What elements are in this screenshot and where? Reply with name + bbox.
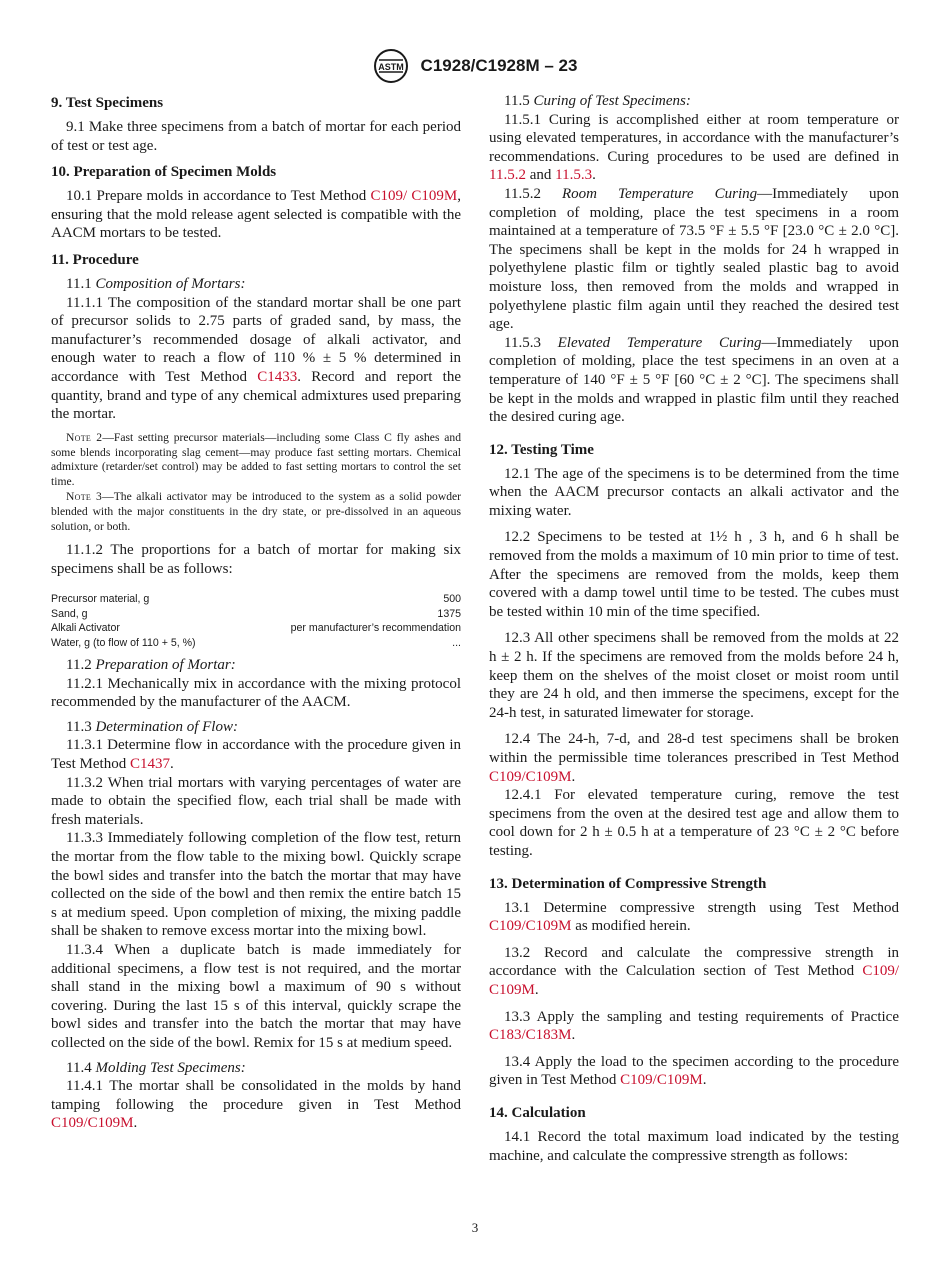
paragraph: 12.3 All other specimens shall be removed from the molds at 22 h ± 2 h. If the specimens are removed from the molds before 24 h, keep them on the shelves of the moist closet or moist room until they are 24 h old, and then immerse the specimens, except for the 24-h test, in saturated limewater for storage. (489, 630, 899, 721)
standard-link[interactable]: C109/C109M (620, 1072, 703, 1089)
section-link[interactable]: 11.5.3 (555, 167, 593, 184)
paragraph: 12.1 The age of the specimens is to be determined from the time when the AACM precursor contacts an alkali activator and the mixing water. (489, 465, 899, 519)
table-row: Alkali Activator per manufacturer’s recommendation (51, 622, 461, 635)
paragraph: 11.3.2 When trial mortars with varying percentages of water are made to obtain the specified flow, each trial shall be made with fresh materials. (51, 774, 461, 828)
paragraph: 11.1.1 The composition of the standard mortar shall be one part of precursor solids to 2.75 parts of graded sand, by mass, the manufacturer’s recommended dosage of alkali activator, and enough water to reach a flow of 110 % ± 5 % determined in accordance with Test Method C1433. Record and report the quantity, brand and type of any chemical admixtures used preparing the mortar. (51, 294, 461, 423)
note: Note 3—The alkali activator may be introduced to the system as a solid powder blended with the major constituents in the dry state, or pre-dissolved in an aqueous solution, or both. (51, 489, 461, 533)
paragraph: 13.4 Apply the load to the specimen according to the procedure given in Test Method C109/C109M. (489, 1053, 899, 1089)
mix-proportions-table (51, 592, 461, 650)
standard-link[interactable]: C183/C183M (489, 1027, 572, 1044)
standard-link[interactable]: C1437 (129, 756, 170, 773)
section-link[interactable]: 11.5.2 (489, 167, 526, 184)
document-id: C1928/C1928M – 23 (420, 56, 578, 75)
paragraph: 11.1.2 The proportions for a batch of mortar for making six specimens shall be as follows: (51, 542, 461, 577)
table-row: Sand, g 1375 (51, 607, 461, 620)
paragraph: 9.1 Make three specimens from a batch of mortar for each period of test or test age. (51, 119, 461, 154)
paragraph: 13.1 Determine compressive strength using Test Method C109/C109M as modified herein. (489, 899, 899, 935)
paragraph: 11.5 Curing of Test Specimens: (504, 93, 691, 109)
paragraph: 13.2 Record and calculate the compressive strength in accordance with the Calculation section of Test Method C109/ C109M. (489, 944, 899, 998)
section-heading: 13. Determination of Compressive Strength (489, 875, 767, 892)
table-row: Precursor material, g 500 (51, 593, 461, 606)
svg-text:ASTM: ASTM (377, 62, 404, 72)
section-heading: 14. Calculation (489, 1104, 586, 1121)
paragraph: 11.3.3 Immediately following completion of the flow test, return the mortar from the flow table to the mixing bowl. Quickly scrape the bowl sides and transfer into the batch the mortar that may have collected on the side of the bowl and then remix the entire batch 15 s at medium speed. Upon completion of mixing, the mixing paddle shall be shaken to remove excess mortar into the mixing bowl. (51, 830, 461, 940)
right-column (489, 92, 899, 1165)
paragraph: 11.2.1 Mechanically mix in accordance with the mixing protocol recommended by the manufacturer of the AACM. (51, 675, 461, 711)
paragraph: 11.3 Determination of Flow: (66, 718, 238, 735)
note: Note 2—Fast setting precursor materials—including some Class C fly ashes and some blends incorporating slag cement—may produce fast setting mortars. Chemical admixture (retarder/set control) may be added to fast setting mortars to control the set time. (51, 430, 461, 489)
paragraph: 11.4.1 The mortar shall be consolidated in the molds by hand tamping following the procedure given in Test Method C109/C109M. (51, 1078, 461, 1132)
standard-link[interactable]: C109/C109M (51, 1115, 134, 1132)
section-heading: 11. Procedure (51, 251, 139, 268)
paragraph: 11.3.4 When a duplicate batch is made immediately for additional specimens, a flow test is not required, and the mortar shall stand in the mixing bowl a maximum of 90 s without covering. During the last 15 s of this interval, quickly scrape the bowl sides and transfer into the batch the mortar that may have collected on the side of the bowl. Remix for 15 s at medium speed. (51, 942, 461, 1051)
section-heading: 9. Test Specimens (51, 95, 164, 111)
paragraph: 14.1 Record the total maximum load indicated by the testing machine, and calculate the compressive strength as follows: (489, 1128, 899, 1164)
standard-link[interactable]: C109/ C109M (370, 188, 458, 205)
table-row: Water, g (to flow of 110 + 5, %) ... (51, 636, 461, 649)
paragraph: 11.5.3 Elevated Temperature Curing—Immediately upon completion of molding, place the test specimens in an oven at a temperature of 140 °F ± 5 °F [60 °C ± 2 °C]. The specimens shall be kept in the molds and wrapped in plastic film until they reached the desired curing age. (489, 334, 899, 426)
astm-logo-icon (373, 48, 409, 84)
page-header (0, 48, 950, 84)
paragraph: 11.4 Molding Test Specimens: (66, 1059, 246, 1076)
standard-link[interactable]: C1433 (257, 368, 298, 385)
paragraph: 11.2 Preparation of Mortar: (66, 657, 236, 674)
left-column (51, 92, 461, 1133)
paragraph: 11.3.1 Determine flow in accordance with the procedure given in Test Method C1437. (51, 737, 461, 773)
paragraph: 12.4.1 For elevated temperature curing, remove the test specimens from the oven at the desired test age and allow them to cool down for 2 h ± 0.5 h at a temperature of 23 °C ± 2 °C before testing. (489, 787, 899, 859)
paragraph: 12.2 Specimens to be tested at 1½ h , 3 h, and 6 h shall be removed from the molds a maximum of 10 min prior to time of test. After the specimens are removed from the molds, keep them covered with a damp towel until time to be tested. The cubes must be tested within 10 min of the time specified. (489, 529, 899, 620)
paragraph: 13.3 Apply the sampling and testing requirements of Practice C183/C183M. (489, 1008, 899, 1044)
paragraph: 10.1 Prepare molds in accordance to Test Method C109/ C109M, ensuring that the mold release agent selected is compatible with the AACM mortars to be tested. (51, 188, 461, 242)
paragraph: 11.1 Composition of Mortars: (66, 275, 246, 292)
standard-link[interactable]: C109/ C109M (489, 963, 899, 998)
paragraph: 11.5.1 Curing is accomplished either at room temperature or using elevated temperatures, in accordance with the manufacturer’s recommendations. Curing procedures to be used are defined in 11.5.2 and 11.5.3. (489, 111, 899, 184)
standard-link[interactable]: C109/C109M (489, 918, 572, 935)
page-number: 3 (471, 1220, 479, 1235)
standard-link[interactable]: C109/C109M (489, 768, 572, 785)
paragraph: 11.5.2 Room Temperature Curing—Immediately upon completion of molding, place the test specimens in a room maintained at a temperature of 73.5 °F ± 5.5 °F [23.0 °C ± 2.0 °C]. The specimens shall be kept in the molds for 24 h wrapped in polyethylene plastic film or tightly sealed plastic bag to avoid moisture loss, then removed from the molds and wrapped in polyethylene plastic film again until they reached the desired test age. (489, 185, 900, 333)
section-heading: 12. Testing Time (489, 441, 594, 458)
paragraph: 12.4 The 24-h, 7-d, and 28-d test specimens shall be broken within the permissible time tolerances prescribed in Test Method C109/C109M. (489, 731, 899, 785)
section-heading: 10. Preparation of Specimen Molds (51, 164, 277, 181)
